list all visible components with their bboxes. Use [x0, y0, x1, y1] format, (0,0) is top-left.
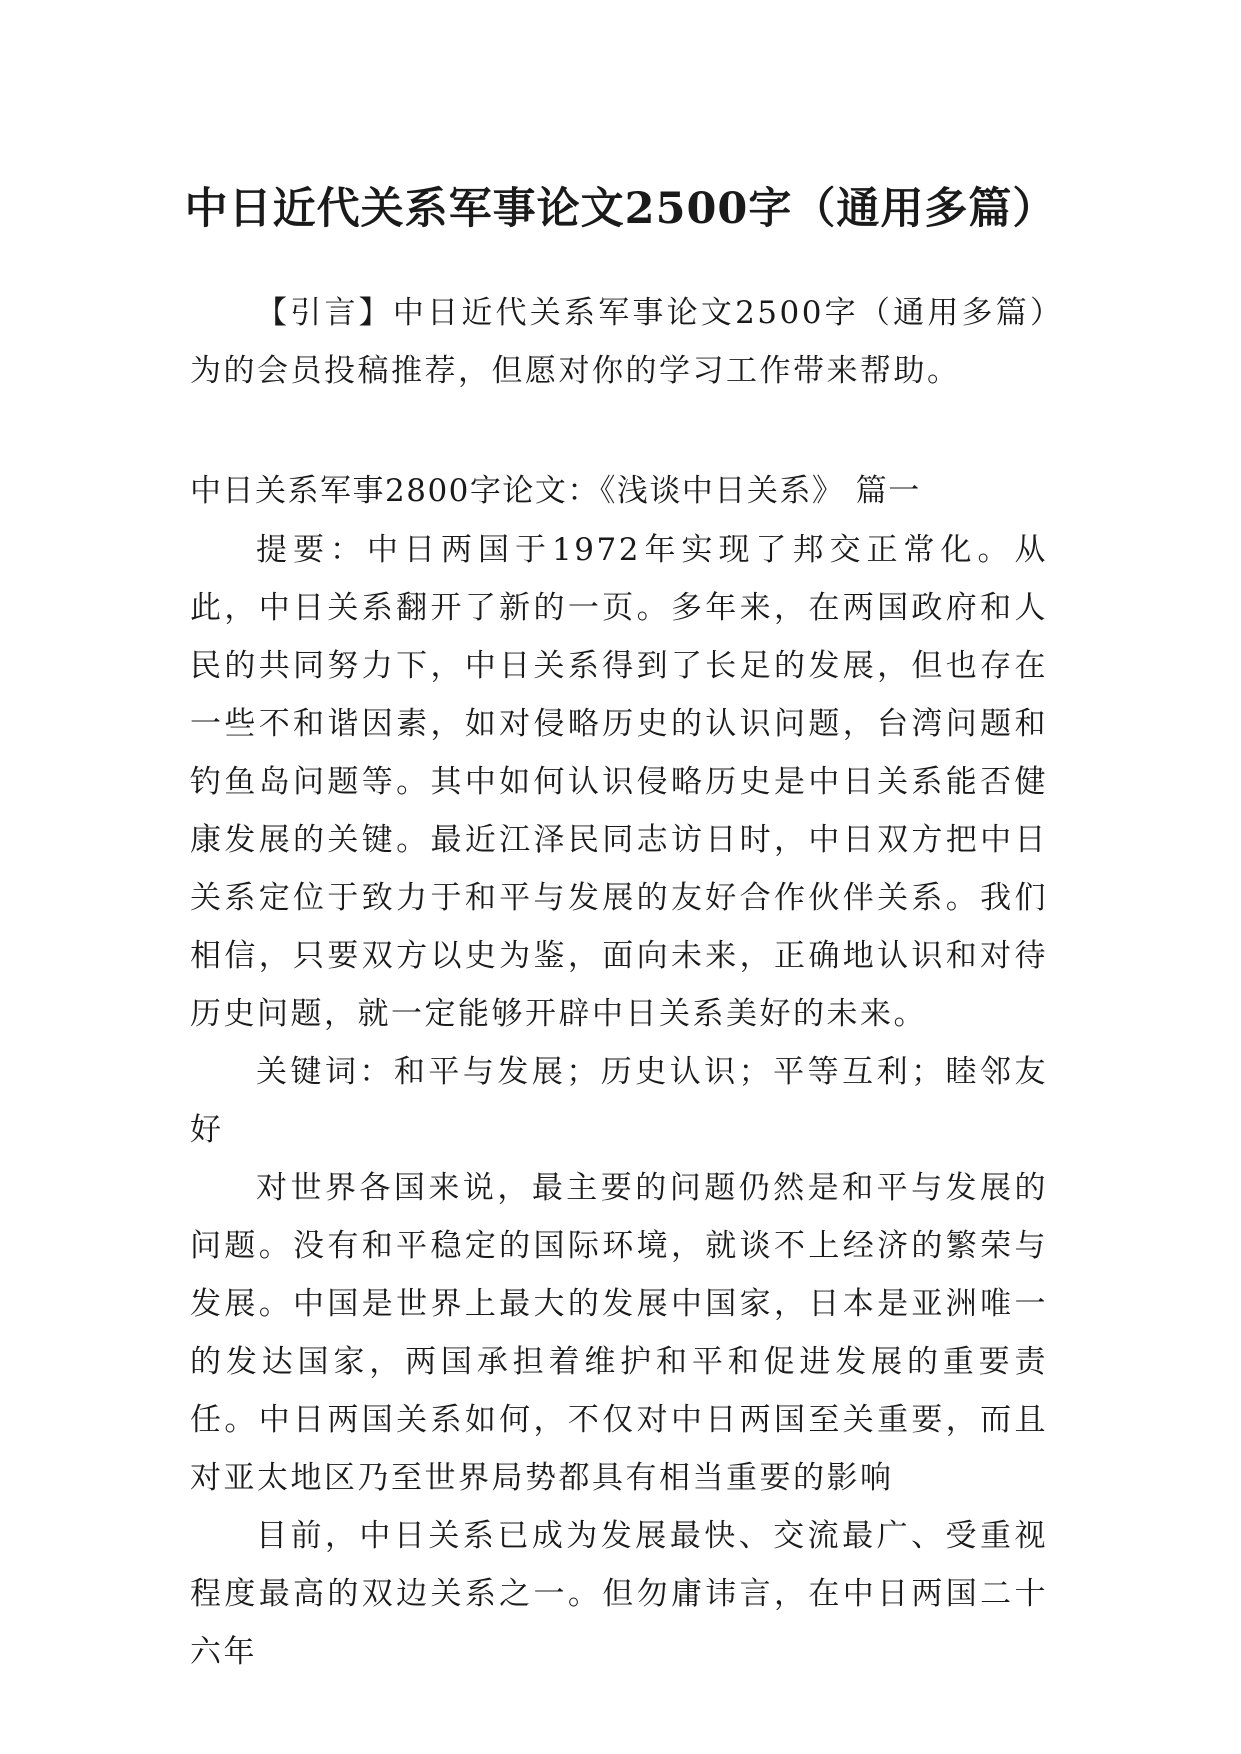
- keywords-paragraph: 关键词：和平与发展；历史认识；平等互利；睦邻友好: [190, 1054, 1048, 1148]
- intro-block: [190, 284, 1048, 400]
- document-title: 中日近代关系军事论文2500字（通用多篇）: [184, 183, 1057, 234]
- body-paragraph: 目前，中日关系已成为发展最快、交流最广、受重视程度最高的双边关系之一。但勿庸讳言，在中日两国二十六年: [190, 1518, 1048, 1670]
- abstract-paragraph: 提要：中日两国于1972年实现了邦交正常化。从此，中日关系翻开了新的一页。多年来，在两国政府和人民的共同努力下，中日关系得到了长足的发展，但也存在一些不和谐因素，如对侵略历史的认识问题，台湾问题和钓鱼岛问题等。其中如何认识侵略历史是中日关系能否健康发展的关键。最近江泽民同志访日时，中日双方把中日关系定位于致力于和平与发展的友好合作伙伴关系。我们相信，只要双方以史为鉴，面向未来，正确地认识和对待历史问题，就一定能够开辟中日关系美好的未来。: [190, 532, 1048, 1032]
- section-one: [190, 462, 1048, 1681]
- section-heading: 中日关系军事2800字论文：《浅谈中日关系》 篇一: [190, 473, 921, 509]
- intro-paragraph: 【引言】中日近代关系军事论文2500字（通用多篇）为的会员投稿推荐，但愿对你的学习工作带来帮助。: [190, 295, 1048, 389]
- body-paragraph: 对世界各国来说，最主要的问题仍然是和平与发展的问题。没有和平稳定的国际环境，就谈不上经济的繁荣与发展。中国是世界上最大的发展中国家，日本是亚洲唯一的发达国家，两国承担着维护和平和促进发展的重要责任。中日两国关系如何，不仅对中日两国至关重要，而且对亚太地区乃至世界局势都具有相当重要的影响: [190, 1170, 1048, 1496]
